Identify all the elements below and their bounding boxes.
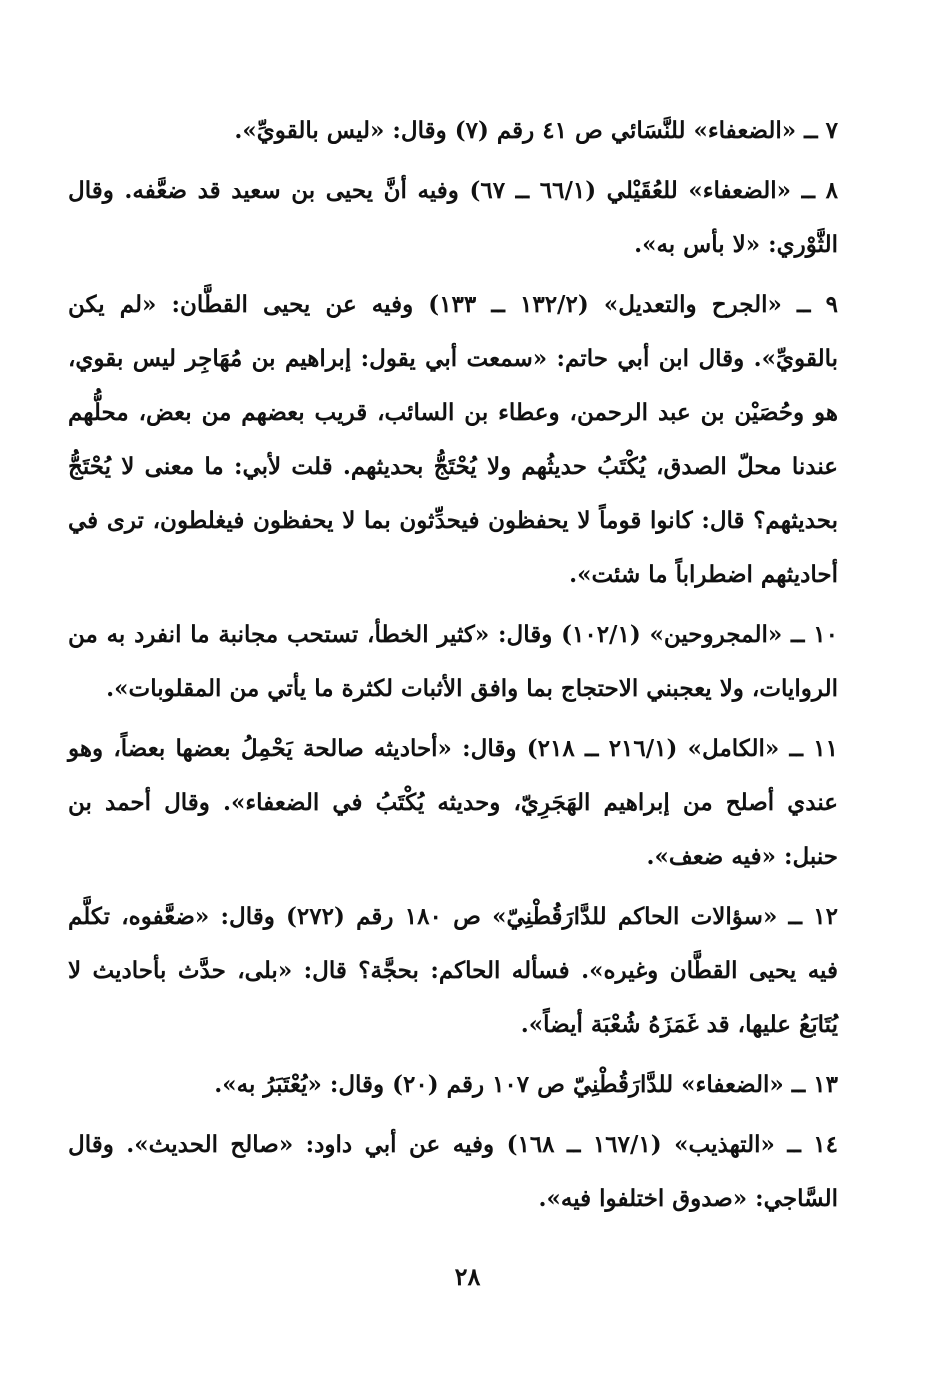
paragraph-10: ١٠ ــ «المجروحين» (١٠٢/١) وقال: «كثير الخطأ، تستحب مجانبة ما انفرد به من الروايات، ولا يعجبني الاحتجاج بما وافق الأثبات لكثرة ما يأتي من المقلوبات». <box>68 621 838 702</box>
page-number: ٢٨ <box>454 1262 481 1291</box>
paragraph-13: ١٣ ــ «الضعفاء» للدَّارَقُطْنِيّ ص ١٠٧ رقم (٢٠) وقال: «يُعْتَبَرُ به». <box>214 1071 838 1098</box>
page-body <box>68 104 838 1226</box>
paragraph-9: ٩ ــ «الجرح والتعديل» (١٣٢/٢ ــ ١٣٣) وفيه عن يحيى القطَّان: «لم يكن بالقويِّ». وقال ابن أبي حاتم: «سمعت أبي يقول: إبراهيم بن مُهَاجِر ليس بقوي، هو وحُصَيْن بن عبد الرحمن، وعطاء بن السائب، قريب بعضهم من بعض، محلُّهم عندنا محلّ الصدق، يُكْتَبُ حديثُهم ولا يُحْتَجُّ بحديثهم. قلت لأبي: ما معنى لا يُحْتَجُّ بحديثهم؟ قال: كانوا قوماً لا يحفظون فيحدِّثون بما لا يحفظون فيغلطون، ترى في أحاديثهم اضطراباً ما شئت». <box>68 291 838 588</box>
paragraph-11: ١١ ــ «الكامل» (٢١٦/١ ــ ٢١٨) وقال: «أحاديثه صالحة يَحْمِلُ بعضها بعضاً، وهو عندي أصلح من إبراهيم الهَجَرِيّ، وحديثه يُكْتَبُ في الضعفاء». وقال أحمد بن حنبل: «فيه ضعف». <box>68 735 838 870</box>
paragraph-8: ٨ ــ «الضعفاء» للعُقَيْلي (٦٦/١ ــ ٦٧) وفيه أنَّ يحيى بن سعيد قد ضعَّفه. وقال الثَّوْري: «لا بأس به». <box>68 177 838 258</box>
paragraph-14: ١٤ ــ «التهذيب» (١٦٧/١ ــ ١٦٨) وفيه عن أبي داود: «صالح الحديث». وقال السَّاجي: «صدوق اختلفوا فيه». <box>68 1131 839 1212</box>
paragraph-12: ١٢ ــ «سؤالات الحاكم للدَّارَقُطْنِيّ» ص ١٨٠ رقم (٢٧٢) وقال: «ضعَّفوه، تكلَّم فيه يحيى القطَّان وغيره». فسأله الحاكم: بحجَّة؟ قال: «بلى، حدَّث بأحاديث لا يُتَابَعُ عليها، قد غَمَزَهُ شُعْبَة أيضاً». <box>68 903 838 1038</box>
paragraph-7: ٧ ــ «الضعفاء» للنَّسَائي ص ٤١ رقم (٧) وقال: «ليس بالقويِّ». <box>234 117 838 144</box>
